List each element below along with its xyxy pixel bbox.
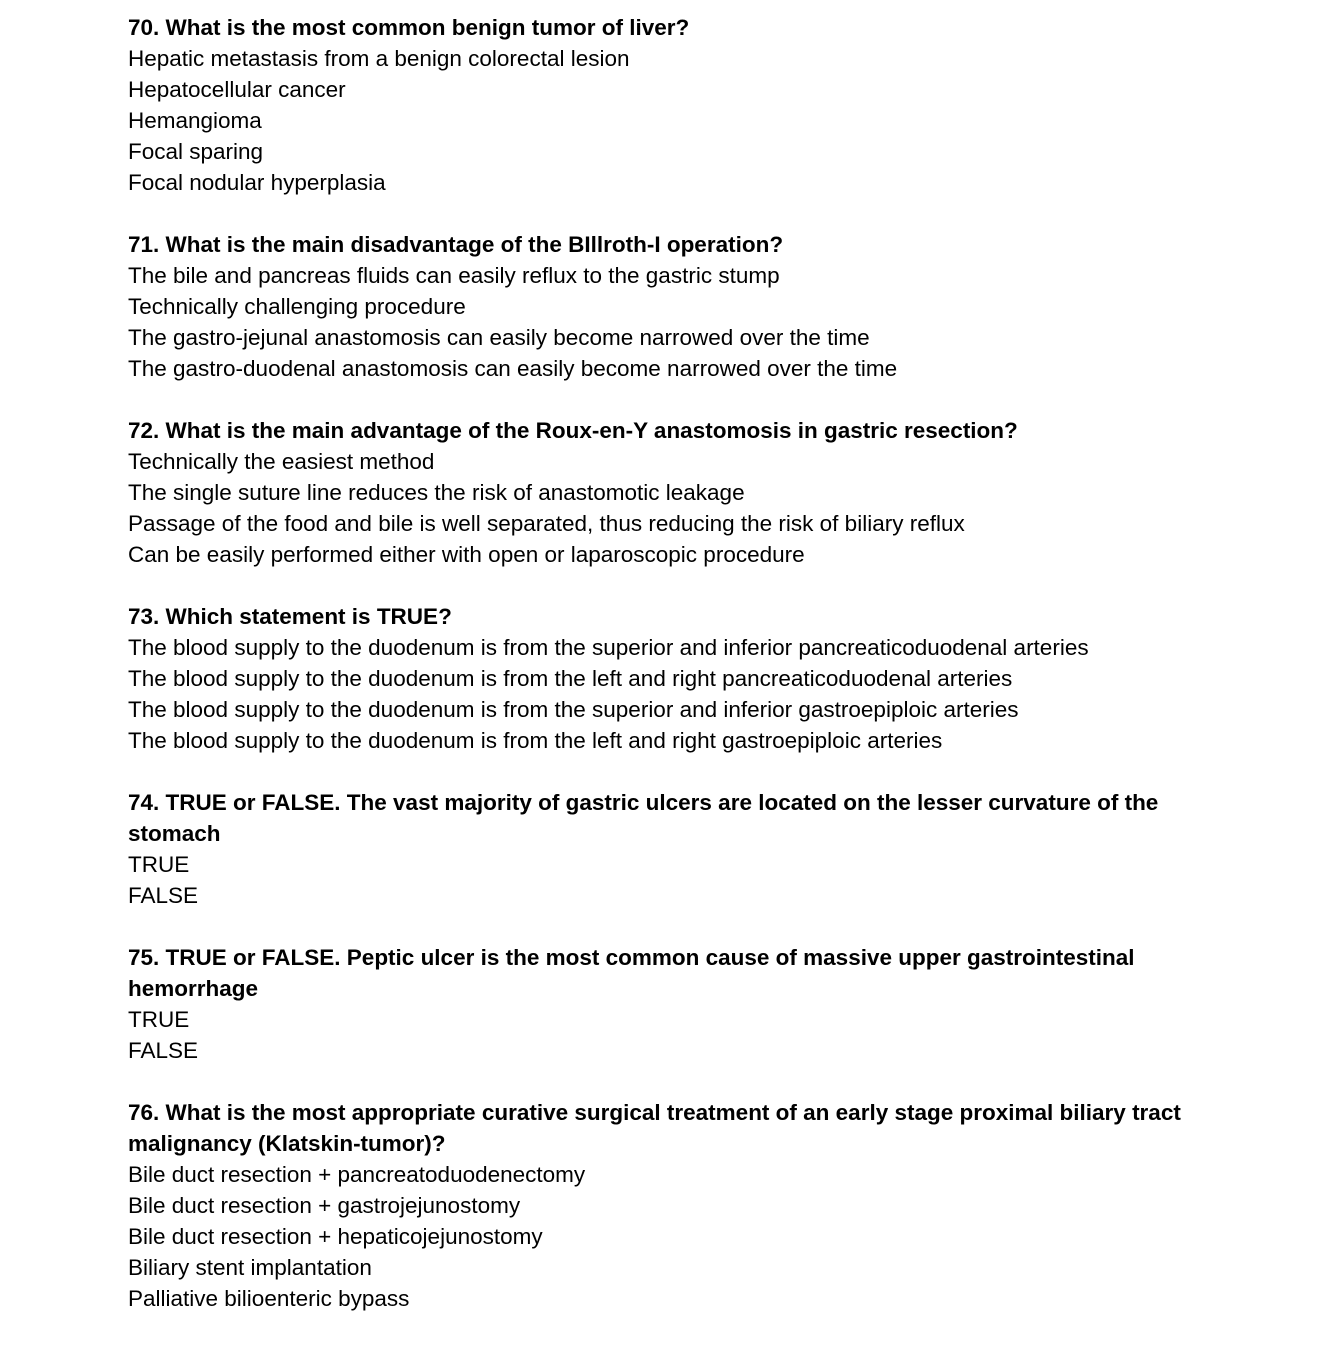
question-title: 73. Which statement is TRUE? bbox=[128, 604, 452, 629]
answer-option: Hemangioma bbox=[128, 108, 262, 133]
question-74 bbox=[128, 787, 1208, 911]
question-71 bbox=[128, 229, 1208, 384]
answer-option: The gastro-jejunal anastomosis can easily become narrowed over the time bbox=[128, 325, 870, 350]
answer-option: FALSE bbox=[128, 883, 199, 908]
answer-option: Bile duct resection + hepaticojejunostomy bbox=[128, 1224, 543, 1249]
answer-option: Passage of the food and bile is well separated, thus reducing the risk of biliary reflux bbox=[128, 511, 965, 536]
answer-option: Bile duct resection + pancreatoduodenectomy bbox=[128, 1162, 586, 1187]
document-page bbox=[128, 12, 1208, 1345]
question-title: 76. What is the most appropriate curative surgical treatment of an early stage proximal biliary tract malignancy (Klatskin-tumor)? bbox=[128, 1100, 1181, 1156]
answer-option: Biliary stent implantation bbox=[128, 1255, 372, 1280]
answer-option: Bile duct resection + gastrojejunostomy bbox=[128, 1193, 521, 1218]
question-title: 71. What is the main disadvantage of the BIllroth-I operation? bbox=[128, 232, 784, 257]
question-75 bbox=[128, 942, 1208, 1066]
answer-option: The blood supply to the duodenum is from the left and right pancreaticoduodenal arteries bbox=[128, 666, 1013, 691]
answer-option: The blood supply to the duodenum is from the superior and inferior pancreaticoduodenal arteries bbox=[128, 635, 1089, 660]
question-70 bbox=[128, 12, 1208, 198]
answer-option: Palliative bilioenteric bypass bbox=[128, 1286, 410, 1311]
answer-option: The bile and pancreas fluids can easily reflux to the gastric stump bbox=[128, 263, 780, 288]
answer-option: Technically challenging procedure bbox=[128, 294, 466, 319]
question-73 bbox=[128, 601, 1208, 756]
question-76 bbox=[128, 1097, 1208, 1314]
answer-option: Hepatic metastasis from a benign colorectal lesion bbox=[128, 46, 630, 71]
question-title: 72. What is the main advantage of the Roux-en-Y anastomosis in gastric resection? bbox=[128, 418, 1018, 443]
question-title: 75. TRUE or FALSE. Peptic ulcer is the most common cause of massive upper gastrointestinal hemorrhage bbox=[128, 945, 1135, 1001]
answer-option: The blood supply to the duodenum is from the left and right gastroepiploic arteries bbox=[128, 728, 943, 753]
answer-option: Hepatocellular cancer bbox=[128, 77, 346, 102]
answer-option: Can be easily performed either with open or laparoscopic procedure bbox=[128, 542, 805, 567]
question-title: 74. TRUE or FALSE. The vast majority of gastric ulcers are located on the lesser curvature of the stomach bbox=[128, 790, 1159, 846]
answer-option: TRUE bbox=[128, 852, 190, 877]
answer-option: FALSE bbox=[128, 1038, 199, 1063]
question-72 bbox=[128, 415, 1208, 570]
question-title: 70. What is the most common benign tumor of liver? bbox=[128, 15, 690, 40]
answer-option: Focal sparing bbox=[128, 139, 264, 164]
answer-option: The blood supply to the duodenum is from the superior and inferior gastroepiploic arteries bbox=[128, 697, 1019, 722]
answer-option: TRUE bbox=[128, 1007, 190, 1032]
answer-option: The single suture line reduces the risk of anastomotic leakage bbox=[128, 480, 745, 505]
answer-option: Technically the easiest method bbox=[128, 449, 435, 474]
answer-option: The gastro-duodenal anastomosis can easily become narrowed over the time bbox=[128, 356, 898, 381]
answer-option: Focal nodular hyperplasia bbox=[128, 170, 386, 195]
